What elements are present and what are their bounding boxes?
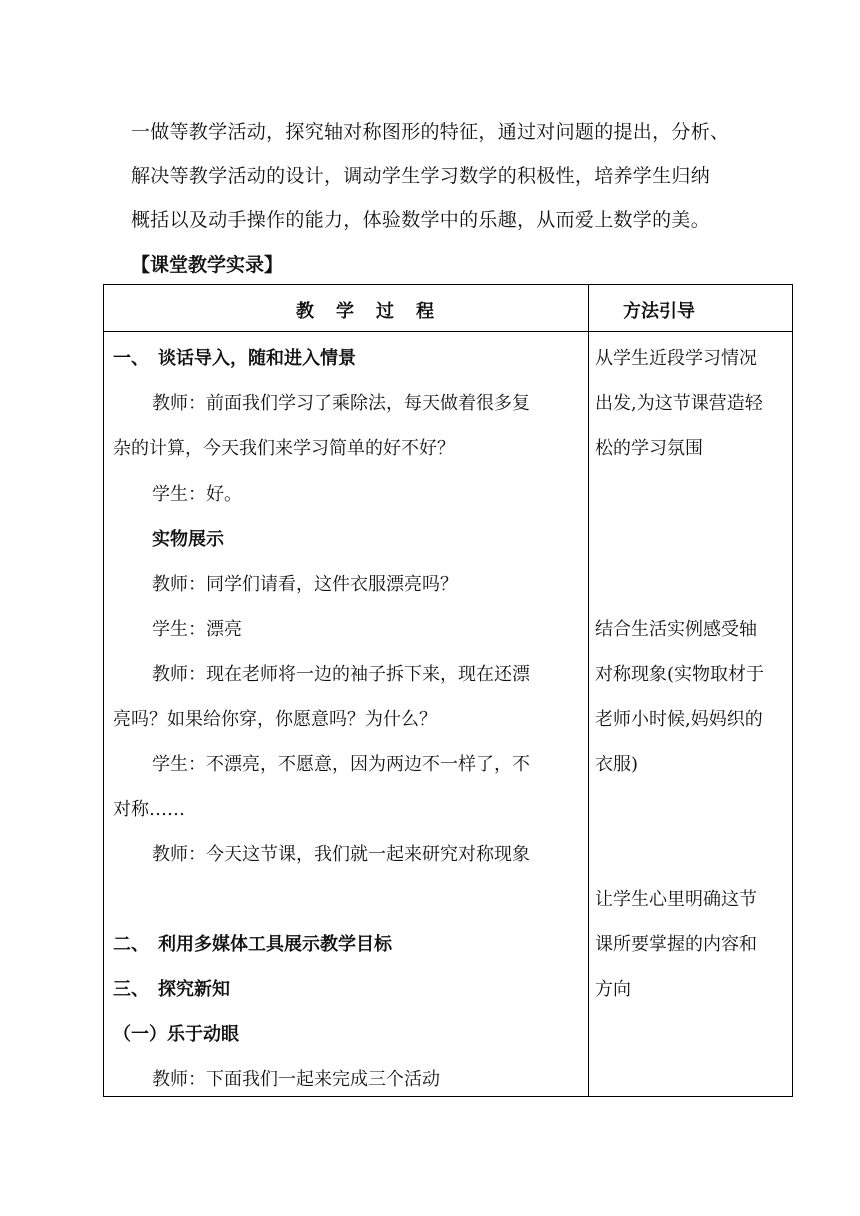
process-line: 二、 利用多媒体工具展示教学目标 <box>113 934 392 955</box>
process-line: 教师：今天这节课，我们就一起来研究对称现象 <box>152 844 530 865</box>
process-line: 杂的计算，今天我们来学习简单的好不好？ <box>113 438 455 459</box>
header-divider <box>104 331 792 332</box>
process-line: 三、 探究新知 <box>113 979 230 1000</box>
intro-line-3: 概括以及动手操作的能力，体验数学中的乐趣，从而爱上数学的美。 <box>131 209 711 231</box>
process-line: 教师：现在老师将一边的袖子拆下来，现在还漂 <box>152 664 530 685</box>
method-line: 老师小时候,妈妈织的 <box>595 709 763 730</box>
process-line: 一、 谈话导入，随和进入情景 <box>113 348 356 369</box>
method-line: 方向 <box>595 979 631 1000</box>
header-method: 方法引导 <box>623 301 695 322</box>
method-line: 结合生活实例感受轴 <box>595 619 757 640</box>
method-line: 衣服) <box>595 754 639 775</box>
process-line: 学生：漂亮 <box>152 619 242 640</box>
method-line: 对称现象(实物取材于 <box>595 664 765 685</box>
process-line: 教师：前面我们学习了乘除法，每天做着很多复 <box>152 393 530 414</box>
process-line: 实物展示 <box>152 529 224 550</box>
method-line: 出发,为这节课营造轻 <box>595 393 763 414</box>
method-line: 课所要掌握的内容和 <box>595 934 757 955</box>
process-line: 学生：不漂亮，不愿意，因为两边不一样了，不 <box>152 754 530 775</box>
intro-line-2: 解决等教学活动的设计，调动学生学习数学的积极性，培养学生归纳 <box>131 165 711 187</box>
method-line: 让学生心里明确这节 <box>595 889 757 910</box>
lesson-table <box>103 284 793 1097</box>
process-line: 对称…… <box>113 799 185 820</box>
intro-line-1: 一做等教学活动，探究轴对称图形的特征，通过对问题的提出，分析、 <box>131 121 730 143</box>
process-line: （一）乐于动眼 <box>113 1024 239 1045</box>
process-line: 教师：下面我们一起来完成三个活动 <box>152 1069 440 1090</box>
process-line: 亮吗？如果给你穿，你愿意吗？为什么？ <box>113 709 437 730</box>
method-line: 松的学习氛围 <box>595 438 703 459</box>
column-divider <box>588 285 589 1096</box>
process-line: 教师：同学们请看，这件衣服漂亮吗？ <box>152 574 458 595</box>
process-line: 学生：好。 <box>152 484 242 505</box>
method-line: 从学生近段学习情况 <box>595 348 757 369</box>
section-heading: 【课堂教学实录】 <box>131 254 284 276</box>
header-process: 教 学 过 程 <box>296 301 436 322</box>
